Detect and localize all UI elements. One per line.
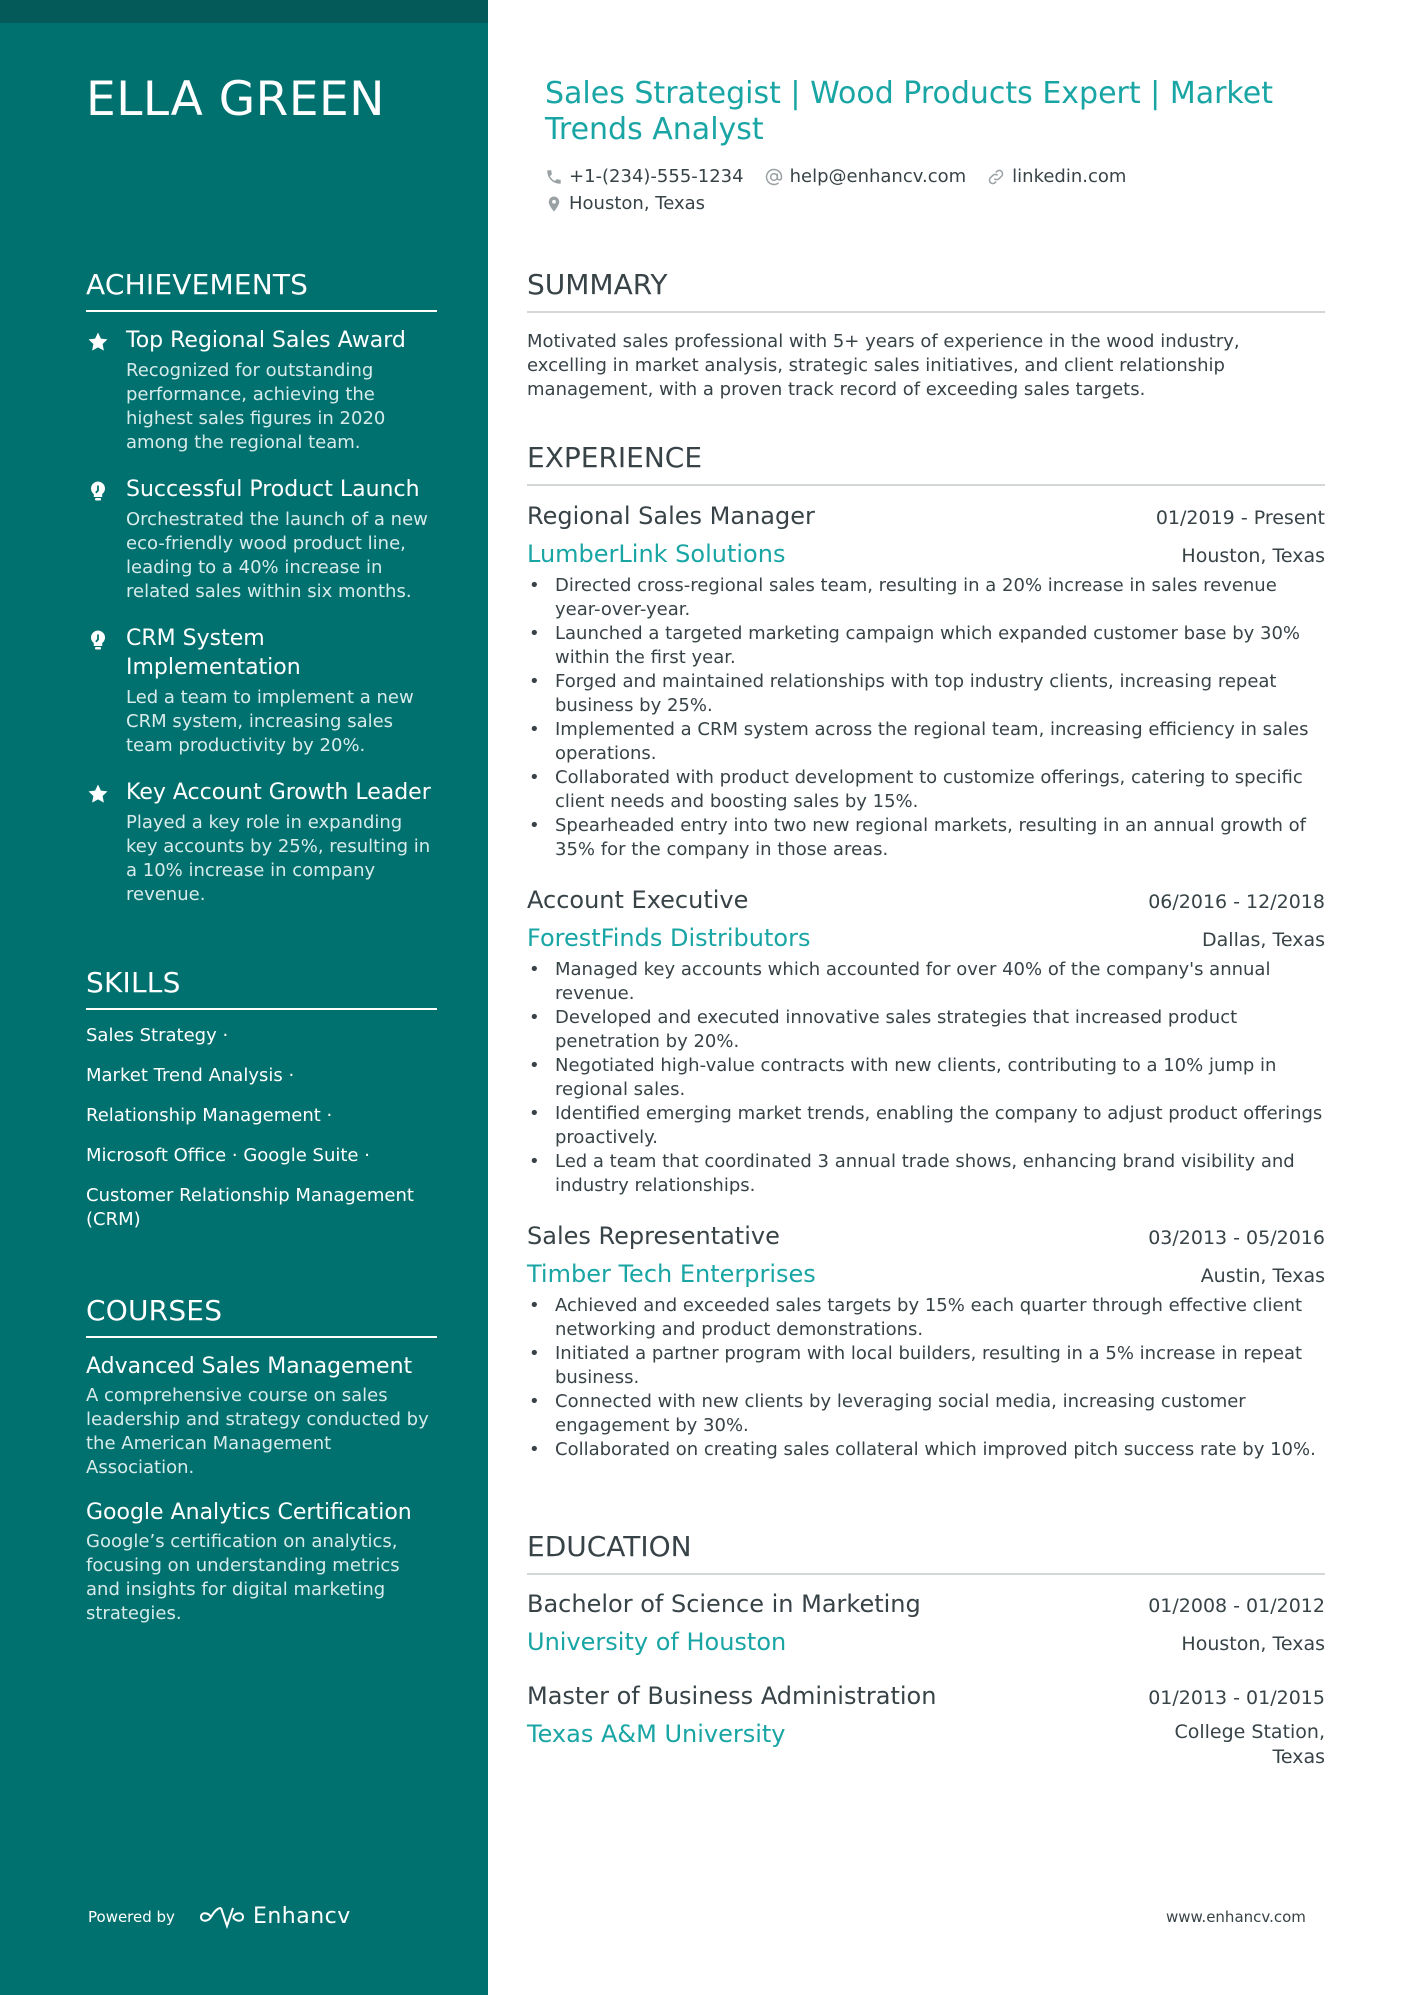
courses-heading: COURSES — [86, 1294, 437, 1338]
job-date: 01/2019 - Present — [1155, 507, 1325, 529]
enhancv-logo[interactable] — [199, 1904, 351, 1929]
headline: Sales Strategist | Wood Products Expert | Market Trends Analyst — [545, 76, 1273, 147]
skill-item: Customer Relationship Management (CRM) — [86, 1185, 414, 1230]
bullet-item: • Directed cross-regional sales team, resulting in a 20% increase in sales revenue year-over-year. — [527, 574, 1325, 622]
job-date: 06/2016 - 12/2018 — [1148, 891, 1325, 913]
bullet-item: • Collaborated on creating sales collateral which improved pitch success rate by 10%. — [527, 1438, 1325, 1462]
school-name: University of Houston — [527, 1628, 787, 1656]
bullet-item: • Forged and maintained relationships with top industry clients, increasing repeat business by 25%. — [527, 670, 1325, 718]
achievement-title: Top Regional Sales Award — [126, 328, 406, 353]
job-entry — [527, 1220, 1325, 1462]
achievement-item — [86, 778, 437, 907]
bullet-item: • Achieved and exceeded sales targets by 15% each quarter through effective client networking and product demonstrations. — [527, 1294, 1325, 1342]
degree-title: Bachelor of Science in Marketing — [527, 1590, 921, 1618]
contact-phone[interactable] — [545, 166, 744, 187]
at-icon — [764, 167, 784, 187]
sidebar — [0, 0, 488, 1995]
summary-heading: SUMMARY — [527, 268, 1325, 313]
achievements-section — [86, 268, 437, 927]
lightbulb-icon — [86, 479, 110, 503]
education-entry — [527, 1680, 1325, 1770]
job-location: Houston, Texas — [1181, 545, 1325, 567]
job-company: LumberLink Solutions — [527, 540, 786, 568]
skill-item: Relationship Management · — [86, 1105, 333, 1126]
job-location: Austin, Texas — [1200, 1265, 1325, 1287]
link-icon — [986, 167, 1006, 187]
contact-email[interactable] — [764, 166, 967, 187]
skills-section — [86, 966, 437, 1248]
job-title: Account Executive — [527, 886, 749, 914]
education-date: 01/2013 - 01/2015 — [1148, 1687, 1325, 1709]
star-icon — [86, 330, 110, 354]
sidebar-top-bar — [0, 0, 488, 23]
star-icon — [86, 782, 110, 806]
bullet-item: • Led a team that coordinated 3 annual trade shows, enhancing brand visibility and industry relationships. — [527, 1150, 1325, 1198]
course-item — [86, 1498, 437, 1626]
course-item — [86, 1352, 437, 1480]
achievement-title: CRM System Implementation — [126, 626, 301, 680]
bullet-item: • Developed and executed innovative sales strategies that increased product penetration by 20%. — [527, 1006, 1325, 1054]
course-description: A comprehensive course on sales leadership and strategy conducted by the American Management Association. — [86, 1385, 429, 1478]
bullet-item: • Implemented a CRM system across the regional team, increasing efficiency in sales operations. — [527, 718, 1325, 766]
job-company: Timber Tech Enterprises — [527, 1260, 816, 1288]
job-date: 03/2013 - 05/2016 — [1148, 1227, 1325, 1249]
achievements-heading: ACHIEVEMENTS — [86, 268, 437, 312]
achievement-item — [86, 624, 437, 758]
bullet-item: • Connected with new clients by leveraging social media, increasing customer engagement by 30%. — [527, 1390, 1325, 1438]
skill-item: Market Trend Analysis · — [86, 1065, 295, 1086]
achievement-item — [86, 475, 437, 604]
location-text: Houston, Texas — [569, 193, 706, 214]
education-entry — [527, 1588, 1325, 1658]
education-location: College Station, Texas — [1174, 1721, 1325, 1768]
achievement-title: Successful Product Launch — [126, 477, 420, 502]
contact-info — [545, 163, 1305, 217]
achievement-item — [86, 326, 437, 455]
education-heading: EDUCATION — [527, 1530, 1325, 1575]
education-date: 01/2008 - 01/2012 — [1148, 1595, 1325, 1617]
job-title: Sales Representative — [527, 1222, 780, 1250]
school-name: Texas A&M University — [527, 1720, 786, 1748]
email-text: help@enhancv.com — [789, 166, 967, 187]
bullet-item: • Spearheaded entry into two new regional markets, resulting in an annual growth of 35% for the company in those areas. — [527, 814, 1325, 862]
phone-text: +1-(234)-555-1234 — [569, 166, 744, 187]
lightbulb-icon — [86, 628, 110, 652]
achievement-description: Recognized for outstanding performance, achieving the highest sales figures in 2020 among the regional team. — [126, 360, 386, 453]
main-content — [527, 0, 1325, 1995]
bullet-item: • Launched a targeted marketing campaign which expanded customer base by 30% within the first year. — [527, 622, 1325, 670]
skill-item: Microsoft Office · Google Suite · — [86, 1145, 370, 1166]
achievement-description: Orchestrated the launch of a new eco-friendly wood product line, leading to a 40% increase in related sales within six months. — [126, 509, 428, 602]
job-entry — [527, 500, 1325, 862]
course-title: Google Analytics Certification — [86, 1500, 412, 1525]
footer-url[interactable]: www.enhancv.com — [1166, 1908, 1306, 1926]
phone-icon — [545, 168, 563, 186]
course-description: Google’s certification on analytics, focusing on understanding metrics and insights for digital marketing strategies. — [86, 1531, 400, 1624]
achievement-description: Led a team to implement a new CRM system, increasing sales team productivity by 20%. — [126, 687, 414, 756]
bullet-item: • Collaborated with product development to customize offerings, catering to specific client needs and boosting sales by 15%. — [527, 766, 1325, 814]
job-location: Dallas, Texas — [1202, 929, 1325, 951]
job-entry — [527, 884, 1325, 1198]
contact-link[interactable] — [986, 166, 1126, 187]
courses-section — [86, 1294, 437, 1644]
candidate-name: ELLA GREEN — [86, 72, 385, 127]
contact-location — [545, 193, 705, 214]
skill-item: Sales Strategy · — [86, 1025, 229, 1046]
degree-title: Master of Business Administration — [527, 1682, 937, 1710]
bullet-item: • Negotiated high-value contracts with new clients, contributing to a 10% jump in regional sales. — [527, 1054, 1325, 1102]
job-company: ForestFinds Distributors — [527, 924, 811, 952]
job-bullets — [527, 574, 1325, 862]
achievement-title: Key Account Growth Leader — [126, 780, 431, 805]
bullet-item: • Managed key accounts which accounted for over 40% of the company's annual revenue. — [527, 958, 1325, 1006]
skills-heading: SKILLS — [86, 966, 437, 1010]
location-pin-icon — [545, 194, 563, 214]
summary-text: Motivated sales professional with 5+ years of experience in the wood industry, excelling in market analysis, strategic sales initiatives, and client relationship management, with a proven track record of exceeding sales targets. — [527, 331, 1240, 400]
course-title: Advanced Sales Management — [86, 1354, 413, 1379]
education-location: Houston, Texas — [1181, 1633, 1325, 1655]
infinity-logo-icon — [199, 1905, 245, 1929]
job-bullets — [527, 1294, 1325, 1462]
powered-by — [88, 1904, 351, 1929]
achievement-description: Played a key role in expanding key accounts by 25%, resulting in a 10% increase in company revenue. — [126, 812, 431, 905]
bullet-item: • Identified emerging market trends, enabling the company to adjust product offerings proactively. — [527, 1102, 1325, 1150]
experience-heading: EXPERIENCE — [527, 441, 1325, 486]
powered-by-label: Powered by — [88, 1907, 175, 1926]
job-bullets — [527, 958, 1325, 1198]
bullet-item: • Initiated a partner program with local builders, resulting in a 5% increase in repeat business. — [527, 1342, 1325, 1390]
brand-name: Enhancv — [252, 1904, 351, 1929]
link-text: linkedin.com — [1012, 166, 1127, 187]
job-title: Regional Sales Manager — [527, 502, 815, 530]
